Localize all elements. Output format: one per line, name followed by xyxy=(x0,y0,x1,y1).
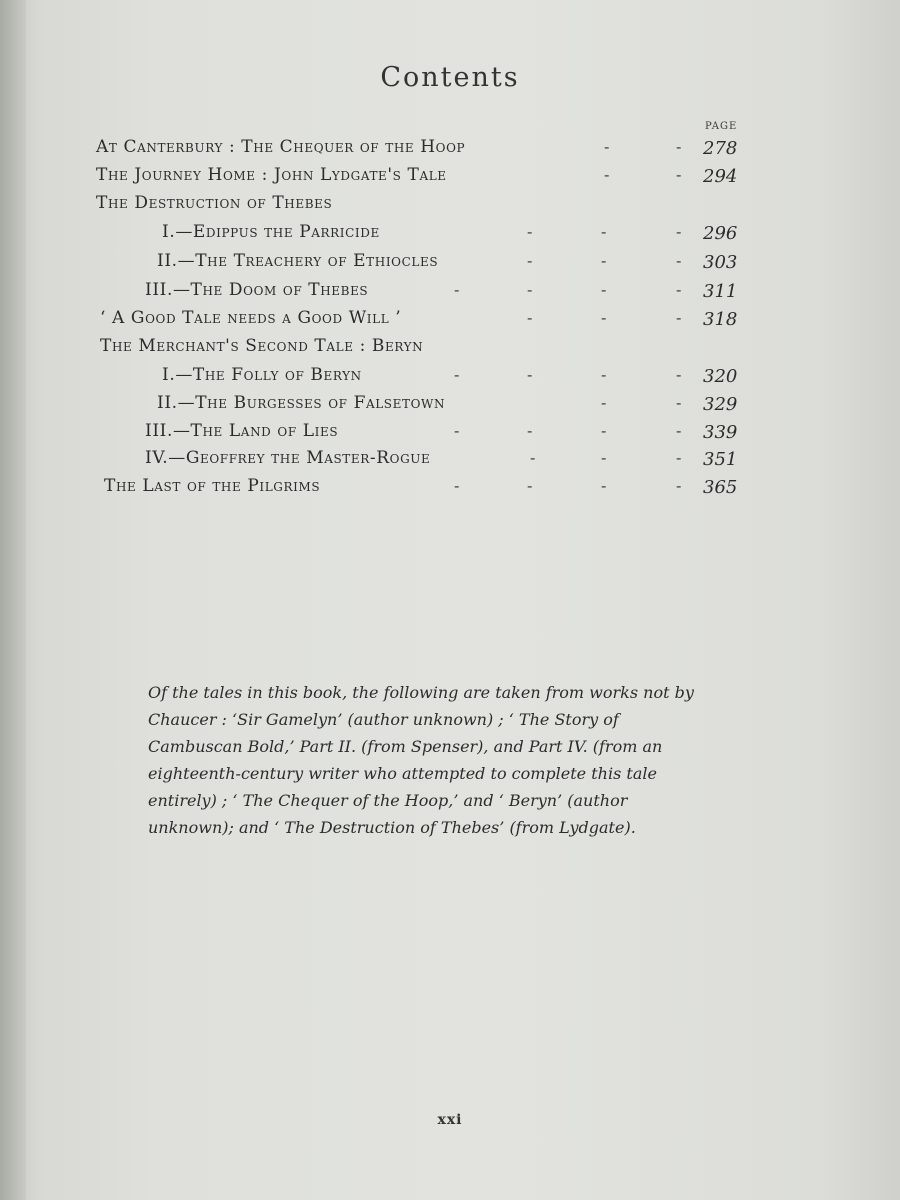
leader-dash: - xyxy=(527,251,533,270)
toc-entry-title: I.—The Folly of Beryn xyxy=(162,365,362,385)
leader-dash: - xyxy=(601,251,607,270)
leader-dash: - xyxy=(454,421,460,440)
leader-dash: - xyxy=(676,137,682,156)
leader-dash: - xyxy=(527,421,533,440)
leader-dash: - xyxy=(527,365,533,384)
toc-entry-title: II.—The Burgesses of Falsetown xyxy=(157,393,446,413)
toc-entry-title: III.—The Land of Lies xyxy=(145,421,339,441)
toc-entry-title: II.—The Treachery of Ethiocles xyxy=(157,251,439,271)
toc-entry-title: The Last of the Pilgrims xyxy=(104,476,321,496)
leader-dash: - xyxy=(527,222,533,241)
toc-entry-page: 329 xyxy=(703,394,738,415)
leader-dash: - xyxy=(601,476,607,495)
toc-entry-page: 296 xyxy=(703,223,738,244)
sources-note: Of the tales in this book, the following are taken from works not by Chaucer : ‘Sir Gamelyn’ (author unknown) ; ‘ The Story of Cambuscan Bold,’ Part II. (from Spenser), and Part IV. (from an eighteenth-century writer who attempted to complete this tale entirely) ; ‘ The Chequer of the Hoop,’ and ‘ Beryn’ (author unknown); and ‘ The Destruction of Thebes’ (from Lydgate). xyxy=(148,683,694,837)
leader-dash: - xyxy=(601,280,607,299)
leader-dash: - xyxy=(676,222,682,241)
toc-entry-title: At Canterbury : The Chequer of the Hoop xyxy=(96,137,466,157)
leader-dash: - xyxy=(676,308,682,327)
leader-dash: - xyxy=(676,421,682,440)
toc-entry-page: 365 xyxy=(703,477,738,498)
page-title: Contents xyxy=(380,62,520,93)
leader-dash: - xyxy=(527,280,533,299)
toc-entry-page: 278 xyxy=(703,138,738,159)
leader-dash: - xyxy=(527,308,533,327)
leader-dash: - xyxy=(454,365,460,384)
toc-section-heading: The Merchant's Second Tale : Beryn xyxy=(100,336,424,356)
toc-entry-page: 318 xyxy=(703,309,738,330)
leader-dash: - xyxy=(604,165,610,184)
toc-entry-title: I.—Edippus the Parricide xyxy=(162,222,380,242)
leader-dash: - xyxy=(676,251,682,270)
leader-dash: - xyxy=(454,280,460,299)
leader-dash: - xyxy=(676,280,682,299)
toc-entry-page: 294 xyxy=(703,166,738,187)
page-column-header: PAGE xyxy=(705,121,738,132)
leader-dash: - xyxy=(676,476,682,495)
leader-dash: - xyxy=(676,393,682,412)
toc-entry-page: 339 xyxy=(703,422,738,443)
leader-dash: - xyxy=(601,308,607,327)
toc-entry-page: 311 xyxy=(703,281,738,302)
toc-entry-page: 351 xyxy=(703,449,738,470)
toc-entry-title: ‘ A Good Tale needs a Good Will ’ xyxy=(100,308,402,328)
leader-dash: - xyxy=(676,365,682,384)
toc-section-heading: The Destruction of Thebes xyxy=(96,193,333,213)
leader-dash: - xyxy=(604,137,610,156)
leader-dash: - xyxy=(676,448,682,467)
leader-dash: - xyxy=(676,165,682,184)
toc-entry-page: 303 xyxy=(703,252,738,273)
leader-dash: - xyxy=(601,421,607,440)
leader-dash: - xyxy=(527,476,533,495)
leader-dash: - xyxy=(601,222,607,241)
toc-entry-page: 320 xyxy=(703,366,738,387)
toc-entry-title: III.—The Doom of Thebes xyxy=(145,280,369,300)
table-of-contents xyxy=(0,0,900,520)
leader-dash: - xyxy=(601,448,607,467)
toc-entry-title: The Journey Home : John Lydgate's Tale xyxy=(96,165,447,185)
leader-dash: - xyxy=(601,393,607,412)
leader-dash: - xyxy=(454,476,460,495)
folio-page-number: xxi xyxy=(437,1112,463,1128)
leader-dash: - xyxy=(530,448,536,467)
leader-dash: - xyxy=(601,365,607,384)
toc-entry-title: IV.—Geoffrey the Master-Rogue xyxy=(145,448,431,468)
